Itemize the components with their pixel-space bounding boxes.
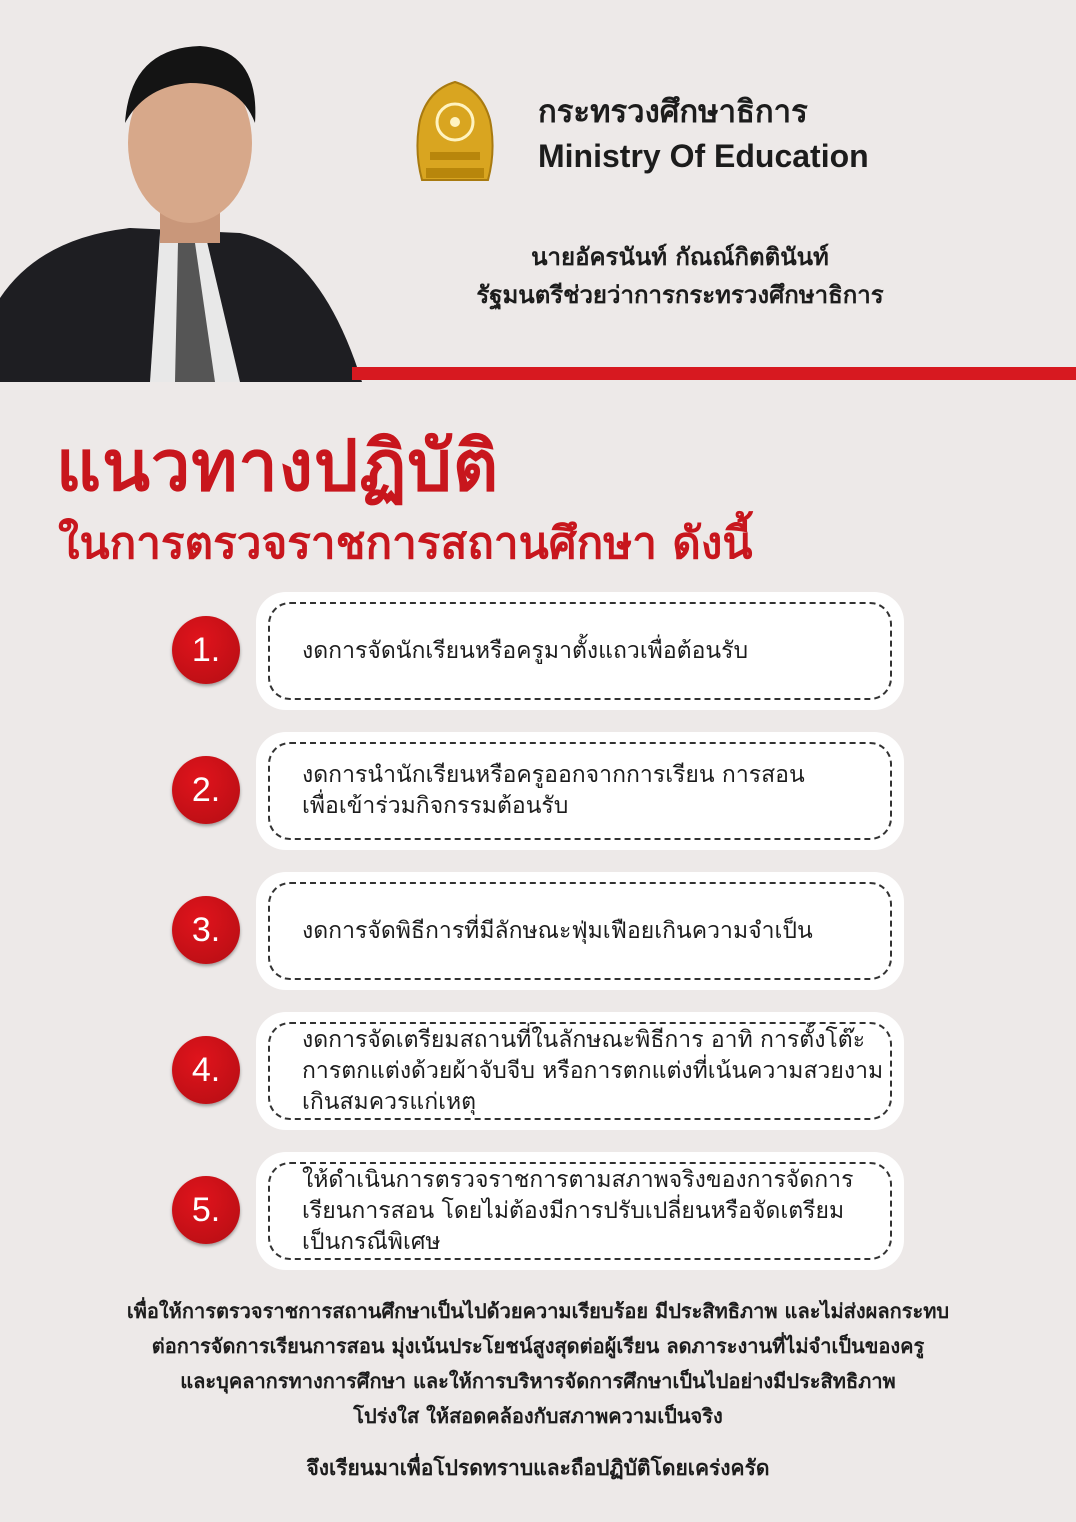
- guideline-text-line: เกินสมควรแก่เหตุ: [302, 1088, 477, 1115]
- guideline-text: [268, 742, 892, 840]
- guideline-text: [268, 1162, 892, 1260]
- closing-statement: จึงเรียนมาเพื่อโปรดทราบและถือปฏิบัติโดยเคร่งครัด: [306, 1456, 770, 1480]
- item-number-badge: 1.: [172, 616, 240, 684]
- guideline-text-line: งดการนำนักเรียนหรือครูออกจากการเรียน การสอน: [302, 762, 805, 788]
- minister-position: รัฐมนตรีช่วยว่าการกระทรวงศึกษาธิการ: [476, 281, 884, 309]
- guideline-card: [256, 732, 904, 850]
- ministry-name-thai: กระทรวงศึกษาธิการ: [538, 94, 808, 130]
- ministry-name-english: Ministry Of Education: [538, 138, 869, 174]
- minister-info: [380, 238, 980, 314]
- item-number-badge: 5.: [172, 1176, 240, 1244]
- guideline-text: [268, 882, 892, 980]
- guideline-item: [170, 592, 910, 710]
- guideline-card: [256, 1012, 904, 1130]
- guideline-card: [256, 592, 904, 710]
- guideline-text-line: งดการจัดนักเรียนหรือครูมาตั้งแถวเพื่อต้อนรับ: [302, 637, 749, 664]
- guideline-text-line: งดการจัดเตรียมสถานที่ในลักษณะพิธีการ อาทิ การตั้งโต๊ะ: [302, 1026, 866, 1053]
- guideline-item: [170, 732, 910, 850]
- footer-line: โปร่งใส ให้สอดคล้องกับสภาพความเป็นจริง: [353, 1404, 723, 1428]
- page-subtitle: ในการตรวจราชการสถานศึกษา ดังนี้: [58, 518, 753, 569]
- minister-portrait: [0, 28, 362, 382]
- guideline-card: [256, 872, 904, 990]
- footer-line: ต่อการจัดการเรียนการสอน มุ่งเน้นประโยชน์สูงสุดต่อผู้เรียน ลดภาระงานที่ไม่จำเป็นของครู: [151, 1334, 925, 1358]
- guideline-text-line: การตกแต่งด้วยผ้าจับจีบ หรือการตกแต่งที่เน้นความสวยงาม: [302, 1057, 884, 1084]
- item-number-badge: 2.: [172, 756, 240, 824]
- footer-paragraph: [20, 1294, 1056, 1434]
- minister-name: นายอัครนันท์ กัณณ์กิตตินันท์: [531, 243, 829, 271]
- page-title: แนวทางปฏิบัติ: [56, 425, 500, 507]
- guideline-text: [268, 1022, 892, 1120]
- footer-line: และบุคลากรทางการศึกษา และให้การบริหารจัดการศึกษาเป็นไปอย่างมีประสิทธิภาพ: [180, 1369, 896, 1393]
- guideline-text-line: งดการจัดพิธีการที่มีลักษณะฟุ่มเฟือยเกินความจำเป็น: [302, 917, 813, 944]
- guideline-text-line: เป็นกรณีพิเศษ: [302, 1228, 441, 1255]
- guideline-text: [268, 602, 892, 700]
- guideline-text-line: เรียนการสอน โดยไม่ต้องมีการปรับเปลี่ยนหรือจัดเตรียม: [302, 1197, 845, 1224]
- item-number-badge: 3.: [172, 896, 240, 964]
- guideline-item: [170, 1012, 910, 1130]
- header-divider: [352, 367, 1076, 380]
- guideline-item: [170, 872, 910, 990]
- guideline-text-line: ให้ดำเนินการตรวจราชการตามสภาพจริงของการจัดการ: [302, 1166, 854, 1193]
- ministry-emblem-icon: [412, 80, 498, 188]
- guideline-item: [170, 1152, 910, 1270]
- guideline-text-line: เพื่อเข้าร่วมกิจกรรมต้อนรับ: [302, 793, 569, 819]
- item-number-badge: 4.: [172, 1036, 240, 1104]
- guideline-card: [256, 1152, 904, 1270]
- footer-line: เพื่อให้การตรวจราชการสถานศึกษาเป็นไปด้วยความเรียบร้อย มีประสิทธิภาพ และไม่ส่งผลกระทบ: [126, 1299, 950, 1323]
